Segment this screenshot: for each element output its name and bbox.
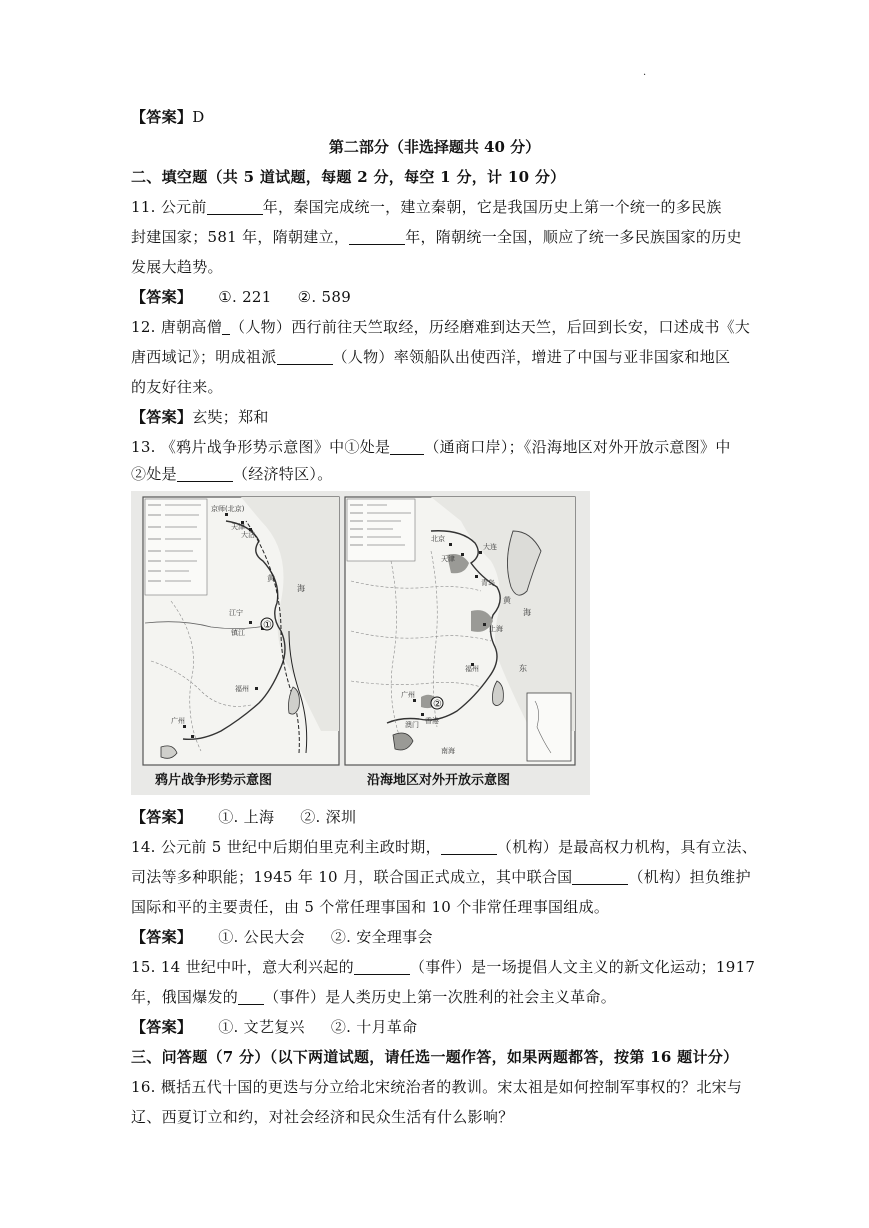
q14-text: 14. 公元前 5 世纪中后期伯里克利主政时期， xyxy=(131,838,441,856)
map-legend xyxy=(145,499,207,595)
q11-line-1 xyxy=(131,196,722,217)
opium-war-map xyxy=(143,497,339,788)
answer-value: D xyxy=(192,108,205,126)
map-label: 海 xyxy=(297,584,305,593)
q11-line-3: 发展大趋势。 xyxy=(131,258,223,276)
q14-text: （机构）担负维护 xyxy=(628,868,751,886)
map-label: 东 xyxy=(519,664,527,673)
q16-line-2: 辽、西夏订立和约，对社会经济和民众生活有什么影响？ xyxy=(131,1108,514,1126)
answer-blank xyxy=(390,439,424,455)
map-label: 福州 xyxy=(465,665,479,673)
answer-label: 【答案】 xyxy=(131,808,193,826)
map-left-title: 鸦片战争形势示意图 xyxy=(155,773,273,788)
map-right-title: 沿海地区对外开放示意图 xyxy=(367,773,511,788)
q11-text: 年，隋朝统一全国，顺应了统一多民族国家的历史 xyxy=(405,228,742,246)
q16-line-1: 16. 概括五代十国的更迭与分立给北宋统治者的教训。宋太祖是如何控制军事权的？北宋与 xyxy=(131,1078,743,1096)
answer-item: ①. 221 xyxy=(218,288,272,306)
header-dot: · xyxy=(643,70,647,81)
map-label: 青岛 xyxy=(481,579,495,587)
q13-line-1 xyxy=(131,436,731,457)
answer-blank xyxy=(222,319,230,335)
map-legend xyxy=(347,499,415,561)
coastal-opening-map xyxy=(345,497,575,788)
answer-item: ②. 深圳 xyxy=(300,808,357,826)
answer-blank xyxy=(572,869,628,885)
answer-label: 【答案】 xyxy=(131,928,193,946)
map-label: 镇江 xyxy=(231,629,245,637)
answer-label: 【答案】 xyxy=(131,1018,193,1036)
q14-line-3: 国际和平的主要责任，由 5 个常任理事国和 10 个非常任理事国组成。 xyxy=(131,898,610,916)
map-label: 上海 xyxy=(489,625,503,633)
map-label: 天津 xyxy=(231,523,245,531)
answer-item: ①. 上海 xyxy=(218,808,275,826)
q12-text: （人物）率领船队出使西洋，增进了中国与亚非国家和地区 xyxy=(332,348,731,366)
marker-1-label: ① xyxy=(263,620,272,631)
q14-answer xyxy=(131,926,433,947)
answer-blank xyxy=(441,839,497,855)
map-label: 江宁 xyxy=(229,609,243,617)
marker-2-label: ② xyxy=(433,699,442,710)
q11-text: 年，秦国完成统一，建立秦朝，它是我国历史上第一个统一的多民族 xyxy=(262,198,722,216)
map-label: 大沽 xyxy=(241,531,255,539)
section3-title: 三、问答题（7 分）（以下两道试题，请任选一题作答，如果两题都答，按第 16 题计分） xyxy=(131,1048,739,1066)
q15-text: 年，俄国爆发的 xyxy=(131,988,239,1006)
answer-blank xyxy=(238,989,264,1005)
q14-line-1 xyxy=(131,836,757,857)
answer-blank xyxy=(277,349,333,365)
q13-answer xyxy=(131,806,356,827)
answer-line-10 xyxy=(131,106,205,127)
q12-text: 唐西域记》；明成祖派 xyxy=(131,348,277,366)
q15-line-2 xyxy=(131,986,616,1007)
answer-blank xyxy=(177,466,233,482)
q11-answer xyxy=(131,286,351,307)
q11-text: 封建国家；581 年，隋朝建立， xyxy=(131,228,350,246)
answer-item: ①. 公民大会 xyxy=(218,928,305,946)
map-label: 香港 xyxy=(425,717,439,725)
q14-text: 司法等多种职能；1945 年 10 月，联合国正式成立，其中联合国 xyxy=(131,868,573,886)
answer-blank xyxy=(354,959,410,975)
map-label: 广州 xyxy=(171,717,185,725)
q13-text: 13. 《鸦片战争形势示意图》中①处是 xyxy=(131,438,391,456)
q15-text: （事件）是一场提倡人文主义的新文化运动；1917 xyxy=(409,958,756,976)
map-label: 南海 xyxy=(441,747,455,755)
answer-item: ②. 十月革命 xyxy=(330,1018,418,1036)
south-sea-inset xyxy=(527,693,571,761)
map-label: 澳门 xyxy=(405,721,419,729)
map-label: 天津 xyxy=(441,555,455,563)
map-label: 黄 xyxy=(267,574,275,583)
map-label: 北京 xyxy=(431,535,445,543)
map-label: 海 xyxy=(523,608,531,617)
q14-line-2 xyxy=(131,866,751,887)
answer-item: ②. 589 xyxy=(297,288,352,306)
map-label: 福州 xyxy=(235,685,249,693)
q12-answer xyxy=(131,406,269,427)
section2-title: 二、填空题（共 5 道试题，每题 2 分，每空 1 分，计 10 分） xyxy=(131,168,566,186)
answer-item: ①. 文艺复兴 xyxy=(218,1018,305,1036)
q15-line-1 xyxy=(131,956,755,977)
q11-text: 11. 公元前 xyxy=(131,198,207,216)
answer-label: 【答案】 xyxy=(131,108,193,126)
q12-line-3: 的友好往来。 xyxy=(131,378,223,396)
q15-text: 15. 14 世纪中叶，意大利兴起的 xyxy=(131,958,354,976)
q12-text: （人物）西行前往天竺取经，历经磨难到达天竺，后回到长安，口述成书《大 xyxy=(230,318,751,336)
q11-line-2 xyxy=(131,226,742,247)
map-label: 大连 xyxy=(483,543,497,551)
q13-text: （经济特区）。 xyxy=(232,465,333,483)
q13-line-2 xyxy=(131,463,333,484)
q13-text: ②处是 xyxy=(131,465,177,483)
q15-text: （事件）是人类历史上第一次胜利的社会主义革命。 xyxy=(264,988,617,1006)
answer-blank xyxy=(207,199,263,215)
q15-answer xyxy=(131,1016,417,1037)
answer-value: 玄奘；郑和 xyxy=(192,408,269,426)
answer-label: 【答案】 xyxy=(131,408,193,426)
q12-text: 12. 唐朝高僧 xyxy=(131,318,223,336)
q14-text: （机构）是最高权力机构，具有立法、 xyxy=(496,838,758,856)
answer-label: 【答案】 xyxy=(131,288,193,306)
part2-title: 第二部分（非选择题共 40 分） xyxy=(328,138,541,156)
map-label: 黄 xyxy=(503,596,511,605)
answer-item: ②. 安全理事会 xyxy=(330,928,433,946)
q12-line-2 xyxy=(131,346,730,367)
maps-figure xyxy=(131,491,590,795)
q12-line-1 xyxy=(131,316,750,337)
answer-blank xyxy=(349,229,405,245)
map-label: 广州 xyxy=(401,691,415,699)
map-label: 京师(北京) xyxy=(211,505,245,513)
q13-text: （通商口岸）；《沿海地区对外开放示意图》中 xyxy=(424,438,731,456)
